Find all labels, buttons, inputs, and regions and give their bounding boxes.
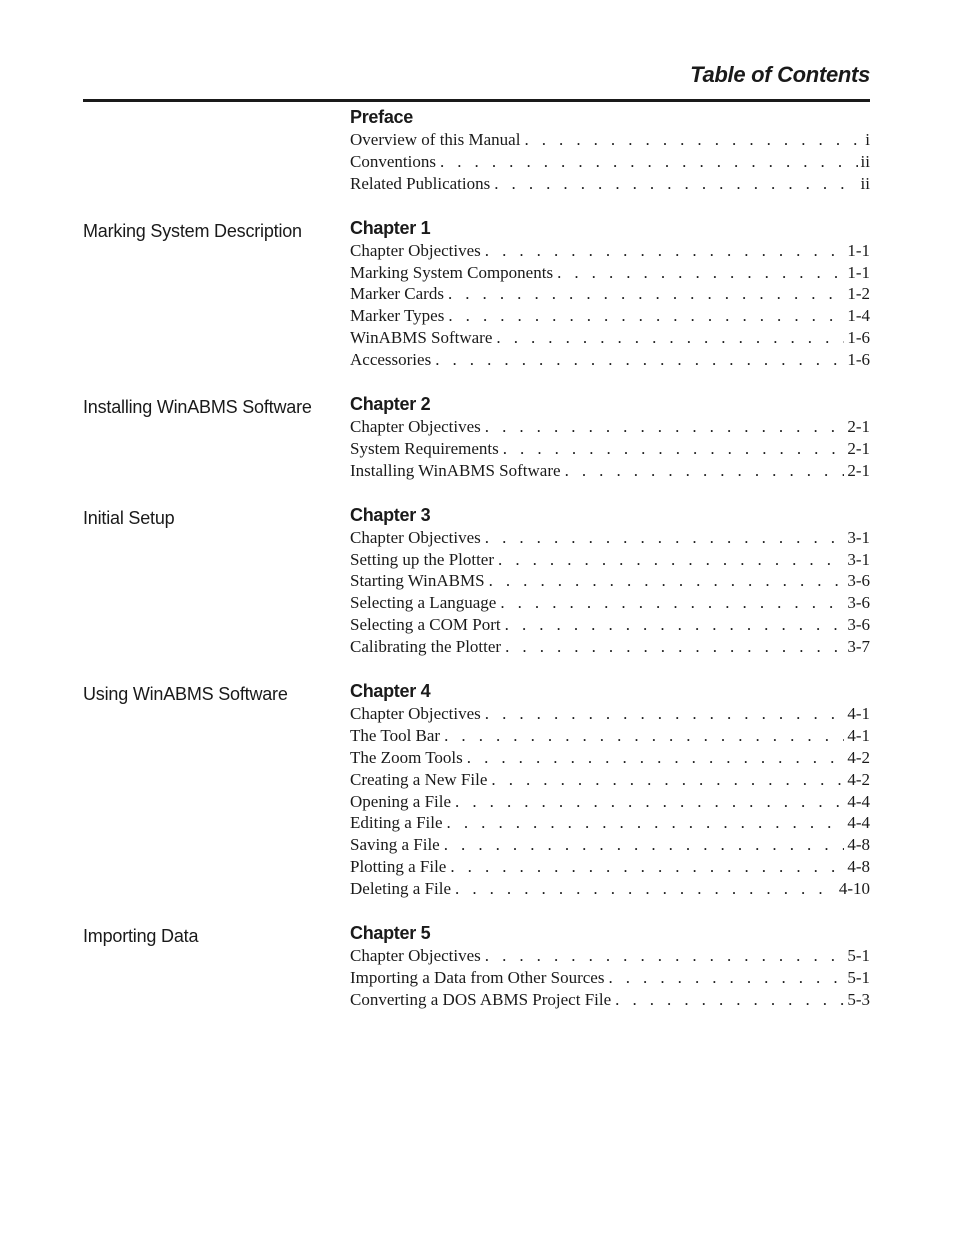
section-side-label: Importing Data — [83, 926, 199, 947]
toc-entry[interactable] — [350, 570, 870, 592]
toc-entry-title: The Tool Bar — [350, 725, 444, 747]
dot-leader — [503, 438, 845, 460]
toc-sections — [83, 104, 870, 1031]
dot-leader — [505, 614, 845, 636]
toc-entry-page-number: 1-1 — [847, 262, 870, 282]
toc-entry[interactable] — [350, 327, 870, 349]
dot-leader — [485, 240, 845, 262]
toc-section-chapter-3 — [83, 502, 870, 658]
section-side-label: Initial Setup — [83, 507, 175, 528]
toc-entry-title: Selecting a Language — [350, 592, 500, 614]
toc-section-preface — [83, 104, 870, 195]
section-side-label: Installing WinABMS Software — [83, 397, 312, 418]
toc-entry-title: Selecting a COM Port — [350, 614, 505, 636]
dot-leader — [496, 327, 844, 349]
dot-leader — [444, 834, 845, 856]
toc-entry[interactable] — [350, 725, 870, 747]
toc-entry-title: Chapter Objectives — [350, 945, 485, 967]
toc-entry-page-number: ii — [860, 173, 870, 193]
dot-leader — [494, 173, 857, 195]
toc-entry[interactable] — [350, 967, 870, 989]
toc-entry-page-number: 1-4 — [847, 306, 870, 326]
dot-leader — [608, 967, 844, 989]
toc-section-content — [350, 391, 870, 482]
dot-leader — [450, 856, 844, 878]
entry-list — [350, 416, 870, 482]
toc-entry-page-number: 4-1 — [847, 704, 870, 724]
toc-entry-title: The Zoom Tools — [350, 747, 467, 769]
toc-entry-page-number: 4-8 — [847, 835, 870, 855]
toc-entry-page-number: 4-2 — [847, 747, 870, 767]
toc-entry-page-number: 4-1 — [847, 725, 870, 745]
toc-entry-title: Installing WinABMS Software — [350, 460, 565, 482]
section-side-label: Marking System Description — [83, 220, 302, 241]
toc-entry-page-number: 1-6 — [847, 328, 870, 348]
toc-entry-title: WinABMS Software — [350, 327, 496, 349]
dot-leader — [498, 549, 844, 571]
toc-entry-title: Opening a File — [350, 791, 455, 813]
toc-entry[interactable] — [350, 527, 870, 549]
toc-entry-page-number: 3-7 — [847, 637, 870, 657]
header-rule — [83, 99, 870, 102]
dot-leader — [485, 945, 845, 967]
dot-leader — [485, 527, 845, 549]
toc-entry[interactable] — [350, 240, 870, 262]
toc-entry[interactable] — [350, 460, 870, 482]
toc-section-content — [350, 215, 870, 371]
dot-leader — [489, 570, 845, 592]
toc-entry-title: Marking System Components — [350, 262, 557, 284]
dot-leader — [557, 262, 844, 284]
toc-entry[interactable] — [350, 769, 870, 791]
toc-entry-title: System Requirements — [350, 438, 503, 460]
toc-entry[interactable] — [350, 614, 870, 636]
toc-entry-page-number: 2-1 — [847, 417, 870, 437]
toc-entry[interactable] — [350, 989, 870, 1011]
toc-section-content — [350, 104, 870, 195]
toc-entry[interactable] — [350, 151, 870, 173]
toc-entry[interactable] — [350, 262, 870, 284]
toc-entry-page-number: 4-8 — [847, 857, 870, 877]
toc-entry-title: Chapter Objectives — [350, 416, 485, 438]
dot-leader — [440, 151, 858, 173]
dot-leader — [505, 636, 844, 658]
dot-leader — [444, 725, 844, 747]
section-side-label: Using WinABMS Software — [83, 684, 288, 705]
toc-entry-page-number: 4-10 — [838, 879, 870, 899]
dot-leader — [447, 812, 845, 834]
toc-entry-page-number: 4-4 — [847, 791, 870, 811]
dot-leader — [485, 703, 845, 725]
toc-entry[interactable] — [350, 349, 870, 371]
toc-entry-page-number: 4-4 — [847, 813, 870, 833]
toc-entry[interactable] — [350, 129, 870, 151]
entry-list — [350, 703, 870, 900]
toc-section-chapter-1 — [83, 215, 870, 371]
toc-entry-title: Plotting a File — [350, 856, 450, 878]
section-heading: Chapter 4 — [350, 681, 431, 702]
toc-entry-page-number: 3-6 — [847, 571, 870, 591]
dot-leader — [455, 878, 836, 900]
toc-entry-page-number: i — [865, 130, 870, 149]
toc-entry-title: Chapter Objectives — [350, 240, 485, 262]
toc-entry-title: Editing a File — [350, 812, 447, 834]
toc-entry-page-number: 2-1 — [847, 438, 870, 458]
toc-entry[interactable] — [350, 703, 870, 725]
toc-entry[interactable] — [350, 173, 870, 195]
toc-entry-page-number: 5-1 — [847, 967, 870, 987]
toc-entry-title: Starting WinABMS — [350, 570, 489, 592]
toc-entry-page-number: 2-1 — [847, 460, 870, 480]
entry-list — [350, 527, 870, 658]
toc-entry-title: Deleting a File — [350, 878, 455, 900]
toc-entry-title: Accessories — [350, 349, 435, 371]
toc-section-chapter-2 — [83, 391, 870, 482]
toc-entry[interactable] — [350, 747, 870, 769]
entry-list — [350, 240, 870, 371]
page-title: Table of Contents — [690, 62, 870, 87]
toc-entry-page-number: 3-1 — [847, 549, 870, 569]
toc-entry-title: Chapter Objectives — [350, 703, 485, 725]
toc-entry-title: Converting a DOS ABMS Project File — [350, 989, 615, 1011]
toc-section-content — [350, 678, 870, 900]
toc-entry-page-number: ii — [860, 151, 870, 171]
dot-leader — [467, 747, 845, 769]
toc-entry[interactable] — [350, 834, 870, 856]
toc-section-content — [350, 502, 870, 658]
dot-leader — [615, 989, 844, 1011]
dot-leader — [491, 769, 844, 791]
toc-entry-title: Marker Cards — [350, 283, 448, 305]
toc-entry-title: Overview of this Manual — [350, 129, 524, 151]
toc-entry-title: Setting up the Plotter — [350, 549, 498, 571]
toc-entry[interactable] — [350, 791, 870, 813]
dot-leader — [524, 129, 862, 151]
dot-leader — [455, 791, 844, 813]
toc-section-chapter-4 — [83, 678, 870, 900]
dot-leader — [435, 349, 844, 371]
toc-entry-page-number: 3-1 — [847, 527, 870, 547]
toc-entry[interactable] — [350, 549, 870, 571]
dot-leader — [448, 283, 844, 305]
toc-entry[interactable] — [350, 812, 870, 834]
toc-entry[interactable] — [350, 416, 870, 438]
dot-leader — [500, 592, 844, 614]
toc-entry-title: Conventions — [350, 151, 440, 173]
toc-entry-page-number: 4-2 — [847, 769, 870, 789]
toc-entry-page-number: 3-6 — [847, 593, 870, 613]
toc-entry[interactable] — [350, 945, 870, 967]
section-heading: Chapter 1 — [350, 217, 431, 238]
toc-entry-page-number: 1-6 — [847, 350, 870, 370]
section-heading: Chapter 5 — [350, 923, 431, 944]
toc-entry-page-number: 5-1 — [847, 946, 870, 966]
toc-entry-title: Marker Types — [350, 305, 448, 327]
toc-entry-page-number: 3-6 — [847, 615, 870, 635]
toc-entry[interactable] — [350, 305, 870, 327]
toc-entry-title: Saving a File — [350, 834, 444, 856]
toc-section-content — [350, 920, 870, 1011]
toc-entry-title: Importing a Data from Other Sources — [350, 967, 608, 989]
toc-entry-page-number: 1-1 — [847, 240, 870, 260]
dot-leader — [448, 305, 844, 327]
toc-entry[interactable] — [350, 438, 870, 460]
dot-leader — [485, 416, 845, 438]
toc-entry-title: Calibrating the Plotter — [350, 636, 505, 658]
toc-entry-page-number: 1-2 — [847, 284, 870, 304]
toc-entry-title: Related Publications — [350, 173, 494, 195]
entry-list — [350, 945, 870, 1011]
section-heading: Chapter 3 — [350, 504, 431, 525]
entry-list — [350, 129, 870, 195]
toc-entry-title: Creating a New File — [350, 769, 491, 791]
toc-entry[interactable] — [350, 856, 870, 878]
toc-entry-title: Chapter Objectives — [350, 527, 485, 549]
section-heading: Preface — [350, 107, 413, 127]
toc-entry[interactable] — [350, 283, 870, 305]
toc-entry[interactable] — [350, 592, 870, 614]
dot-leader — [565, 460, 845, 482]
toc-entry[interactable] — [350, 636, 870, 658]
toc-entry[interactable] — [350, 878, 870, 900]
section-heading: Chapter 2 — [350, 394, 431, 415]
toc-entry-page-number: 5-3 — [847, 989, 870, 1009]
toc-section-chapter-5 — [83, 920, 870, 1011]
